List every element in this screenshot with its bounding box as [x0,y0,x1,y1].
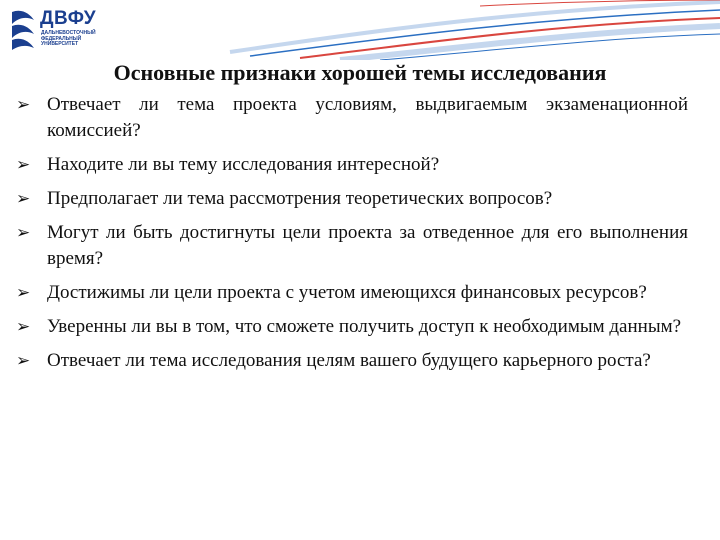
list-item-text: Предполагает ли тема рассмотрения теоретических вопросов? [47,188,553,209]
slide-header [0,0,720,60]
list-item [16,92,688,144]
arrowhead-bullet-icon: ➢ [16,317,31,337]
list-item-text: Отвечает ли тема исследования целям вашего будущего карьерного роста? [47,350,651,371]
slide-title: Основные признаки хорошей темы исследования [113,60,607,85]
list-item [16,186,688,212]
list-item-text: Достижимы ли цели проекта с учетом имеющихся финансовых ресурсов? [47,282,647,303]
list-item-text: Уверенны ли вы в том, что сможете получить доступ к необходимым данным? [47,316,682,337]
logo-wave-mark-icon [8,6,38,50]
list-item-text: Находите ли вы тему исследования интересной? [47,154,440,175]
university-logo [8,6,128,52]
arrowhead-bullet-icon: ➢ [16,283,31,303]
list-item [16,314,688,340]
list-item-text: Могут ли быть достигнуты цели проекта за отведенное для его выполнения время? [47,222,688,269]
logo-subtitle: ДАЛЬНЕВОСТОЧНЫЙ ФЕДЕРАЛЬНЫЙ УНИВЕРСИТЕТ [41,30,96,47]
arrowhead-bullet-icon: ➢ [16,155,31,175]
arrowhead-bullet-icon: ➢ [16,189,31,209]
arrowhead-bullet-icon: ➢ [16,95,31,115]
criteria-list [16,92,688,382]
list-item [16,280,688,306]
arrowhead-bullet-icon: ➢ [16,223,31,243]
logo-name: ДВФУ [40,8,97,29]
list-item [16,220,688,272]
list-item [16,348,688,374]
arrowhead-bullet-icon: ➢ [16,351,31,371]
list-item [16,152,688,178]
list-item-text: Отвечает ли тема проекта условиям, выдвигаемым экзаменационной комиссией? [47,94,688,141]
